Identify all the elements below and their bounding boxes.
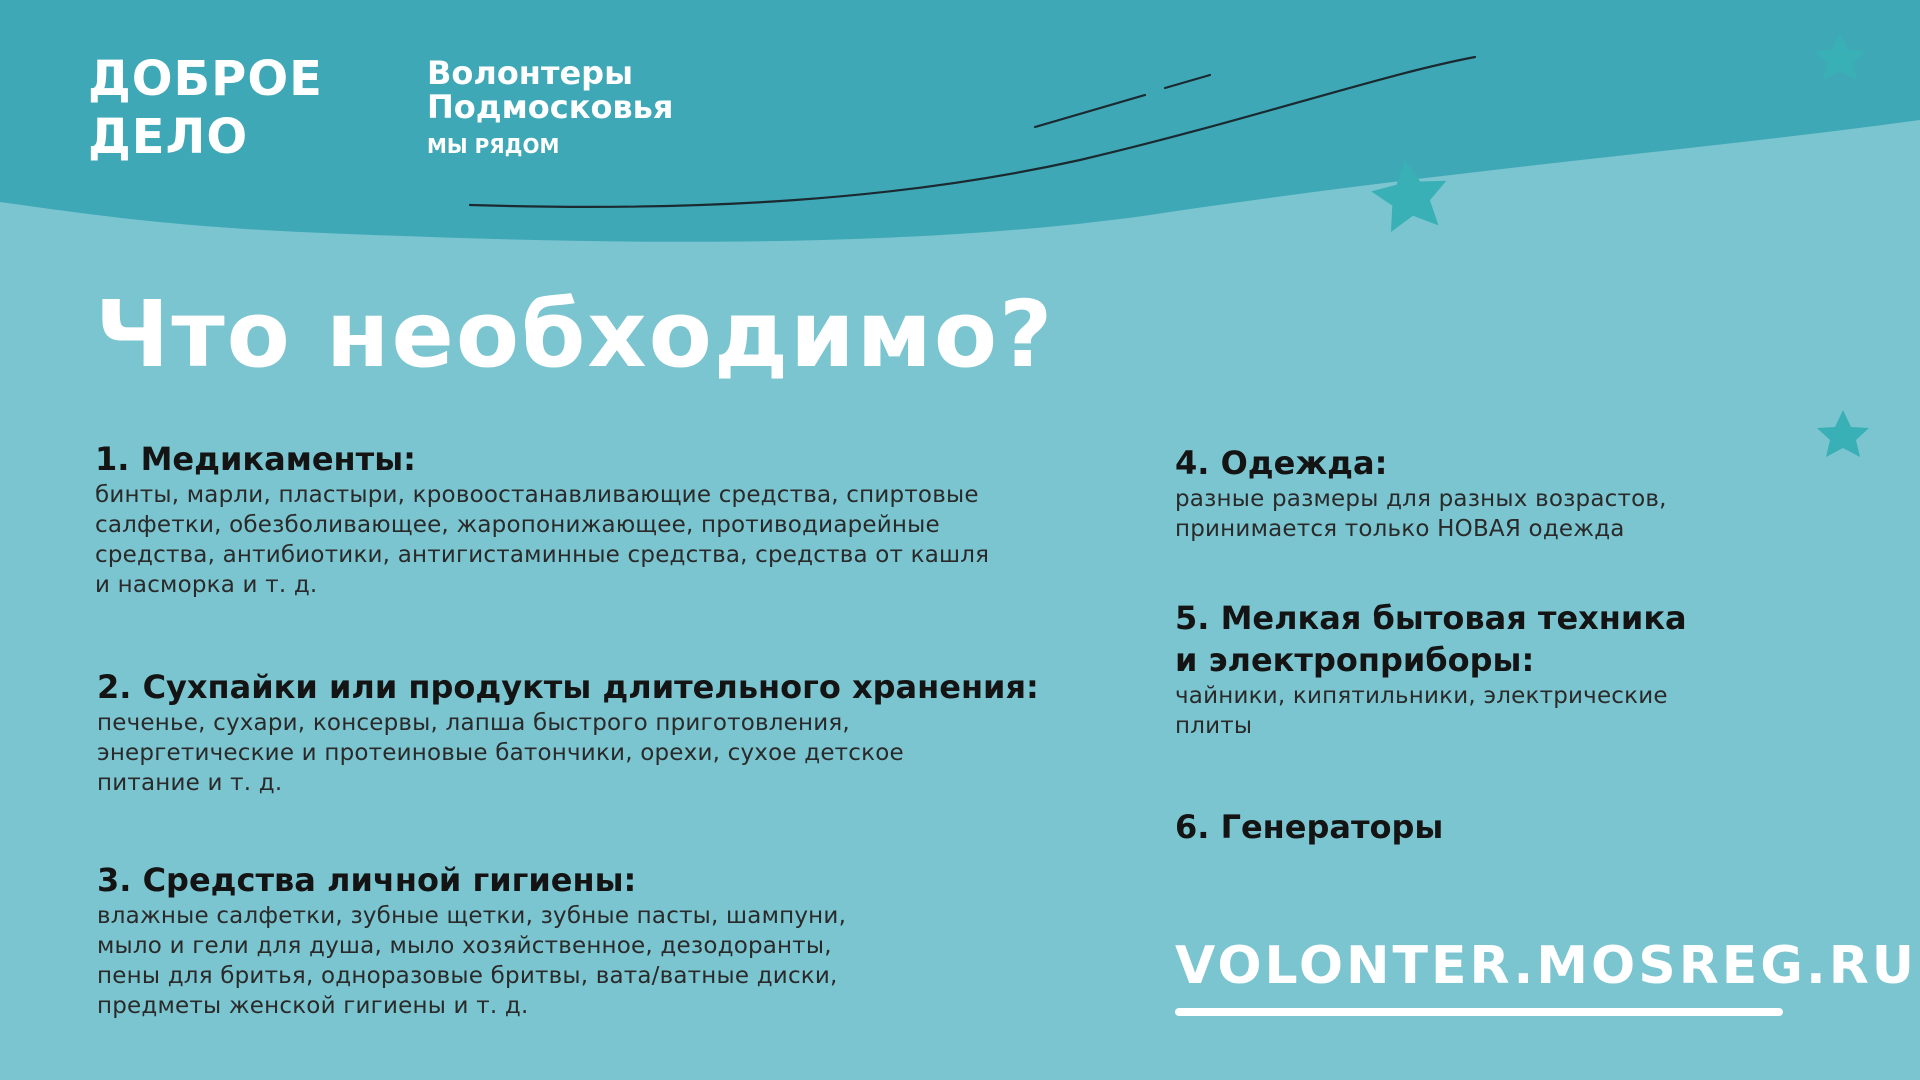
section-line: пены для бритья, одноразовые бритвы, вата/ватные диски, <box>97 963 838 989</box>
website-underline <box>1175 1008 1783 1016</box>
section-line: бинты, марли, пластыри, кровоостанавливающие средства, спиртовые <box>95 482 979 508</box>
section-appliances <box>1175 597 1815 741</box>
section-title: и электроприборы: <box>1175 641 1535 679</box>
star-icon <box>1817 410 1869 457</box>
section-line: энергетические и протеиновые батончики, орехи, сухое детское <box>97 740 904 766</box>
logo-dobroe-line: ДЕЛО <box>88 109 249 165</box>
section-line: чайники, кипятильники, электрические <box>1175 683 1668 709</box>
website-link[interactable]: VOLONTER.MOSREG.RU <box>1175 936 1917 996</box>
section-title: 6. Генераторы <box>1175 808 1444 846</box>
section-title: 2. Сухпайки или продукты длительного хранения: <box>97 668 1039 706</box>
section-line: и насморка и т. д. <box>95 572 318 598</box>
section-line: предметы женской гигиены и т. д. <box>97 993 529 1019</box>
section-generators <box>1175 806 1815 848</box>
section-title: 3. Средства личной гигиены: <box>97 861 637 899</box>
section-medicines <box>95 438 1075 600</box>
logo-volontery-podmoskovya <box>427 56 673 158</box>
section-line: плиты <box>1175 713 1253 739</box>
section-line: принимается только НОВАЯ одежда <box>1175 516 1625 542</box>
section-clothing <box>1175 442 1815 544</box>
logo-dobroe-delo <box>88 50 323 166</box>
section-food <box>97 666 1097 798</box>
section-hygiene <box>97 859 937 1021</box>
section-title: 4. Одежда: <box>1175 444 1388 482</box>
logo-volontery-line2: Подмосковья <box>427 88 674 126</box>
section-line: влажные салфетки, зубные щетки, зубные пасты, шампуни, <box>97 903 847 929</box>
section-line: питание и т. д. <box>97 770 283 796</box>
section-line: разные размеры для разных возрастов, <box>1175 486 1667 512</box>
logo-volontery-line1: Волонтеры <box>427 54 633 92</box>
section-line: мыло и гели для душа, мыло хозяйственное, дезодоранты, <box>97 933 832 959</box>
section-line: салфетки, обезболивающее, жаропонижающее, противодиарейные <box>95 512 940 538</box>
section-line: средства, антибиотики, антигистаминные средства, средства от кашля <box>95 542 990 568</box>
logo-tagline: МЫ РЯДОМ <box>427 134 560 158</box>
logo-dobroe-line: ДОБРОЕ <box>88 51 323 107</box>
page-title: Что необходимо? <box>95 281 1055 388</box>
section-title: 1. Медикаменты: <box>95 440 416 478</box>
section-line: печенье, сухари, консервы, лапша быстрого приготовления, <box>97 710 850 736</box>
section-title: 5. Мелкая бытовая техника <box>1175 599 1687 637</box>
